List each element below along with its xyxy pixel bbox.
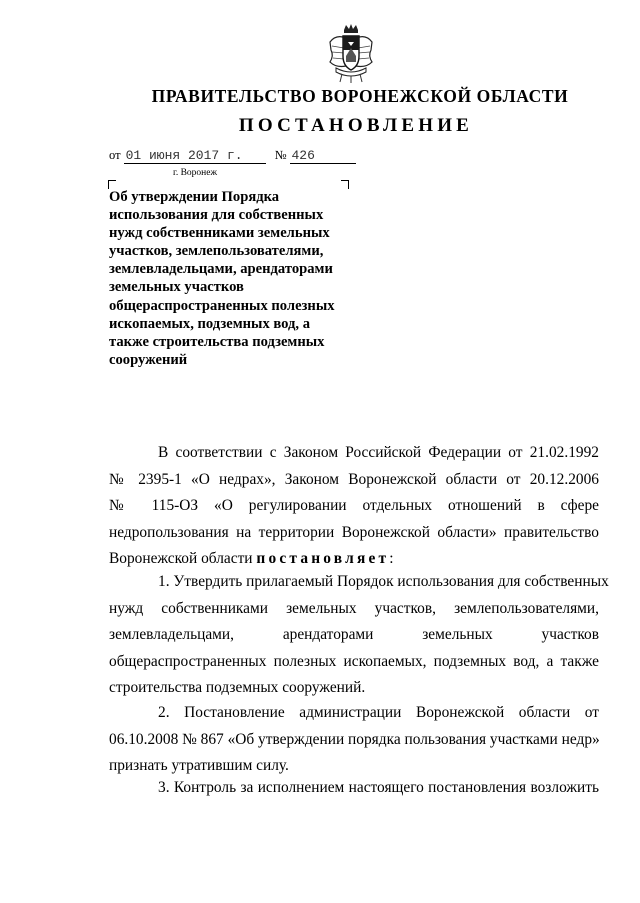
body-line: признать утратившим силу.: [109, 757, 289, 774]
body-line: № 2395-1 «О недрах», Законом Воронежской области от 20.12.2006: [109, 470, 599, 488]
body-line: общераспространенных полезных ископаемых, подземных вод, а также: [109, 652, 599, 670]
subject-line: земельных участков: [109, 279, 244, 296]
subject-line: Об утверждении Порядка: [109, 189, 280, 205]
city-label: г. Воронеж: [173, 168, 218, 178]
subject-line: ископаемых, подземных вод, а: [109, 315, 311, 332]
body-line: строительства подземных сооружений.: [109, 679, 366, 696]
body-line: недропользования на территории Воронежской области» правительство: [109, 523, 599, 541]
decree-suffix: :: [389, 550, 394, 567]
coat-of-arms-emblem: [326, 22, 376, 84]
subject-line: общераспространенных полезных: [109, 297, 335, 314]
number-prefix: №: [274, 148, 287, 162]
subject-line: участков, землепользователями,: [109, 243, 324, 260]
body-line: 2. Постановление администрации Воронежской области от: [158, 704, 599, 721]
body-line: № 115-ОЗ «О регулировании отдельных отношений в сфере: [109, 497, 599, 514]
decree-prefix: Воронежской области: [109, 550, 253, 567]
document-type-title: ПОСТАНОВЛЕНИЕ: [238, 115, 474, 136]
decree-word: постановляет: [256, 550, 390, 567]
date-number-line: [109, 148, 356, 164]
body-line: нужд собственниками земельных участков, землепользователями,: [109, 599, 599, 617]
document-number: 426: [290, 149, 356, 164]
document-subject: [109, 188, 359, 369]
subject-line: сооружений: [109, 351, 188, 368]
paragraph-preamble: [109, 440, 599, 573]
subject-line: нужд собственниками земельных: [109, 225, 330, 242]
document-date: 01 июня 2017 г.: [124, 149, 266, 164]
body-line: землевладельцами, арендаторами земельных участков: [109, 626, 599, 643]
body-line: В соответствии с Законом Российской Федерации от 21.02.1992: [158, 444, 599, 461]
paragraph-item-1: [109, 569, 609, 702]
body-line: 3. Контроль за исполнением настоящего постановления возложить: [158, 779, 599, 796]
paragraph-item-2: [109, 700, 599, 780]
body-line: 06.10.2008 № 867 «Об утверждении порядка пользования участками недр»: [109, 730, 600, 748]
body-line: 1. Утвердить прилагаемый Порядок использования для собственных: [158, 573, 609, 590]
paragraph-item-3: [109, 775, 599, 802]
subject-line: землевладельцами, арендаторами: [109, 261, 333, 278]
voronezh-coat-of-arms-icon: [326, 22, 376, 84]
date-prefix: от: [109, 148, 121, 162]
organization-title: ПРАВИТЕЛЬСТВО ВОРОНЕЖСКОЙ ОБЛАСТИ: [151, 86, 569, 106]
subject-line: также строительства подземных: [109, 333, 325, 350]
subject-line: использования для собственных: [109, 207, 324, 224]
